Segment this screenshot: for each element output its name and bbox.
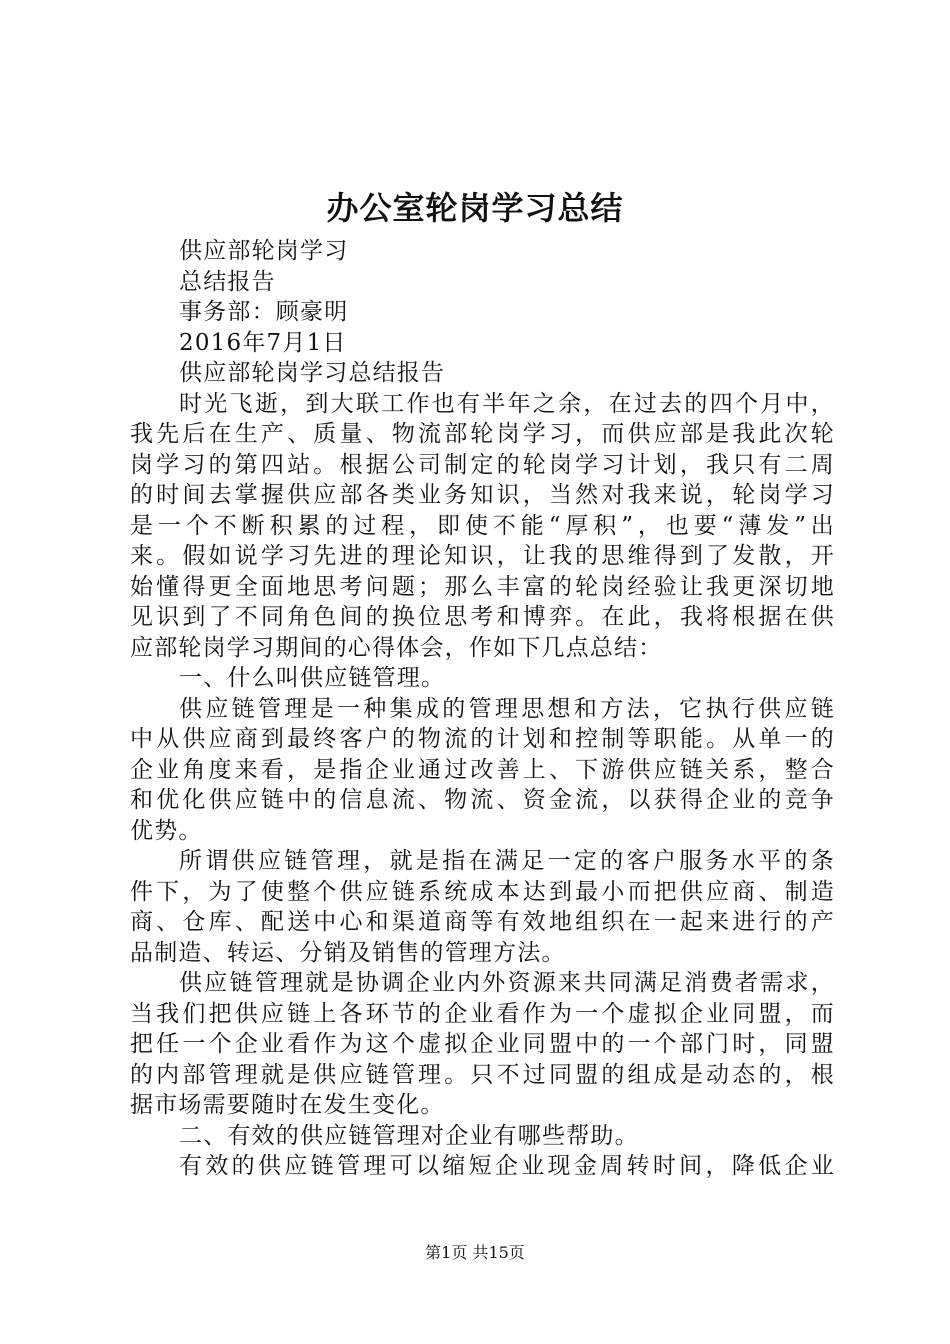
text-line: 是一个不断积累的过程，即使不能“厚积”，也要“薄发”出 <box>130 512 835 539</box>
text-line: 总结报告 <box>179 268 276 295</box>
text-line: 二、有效的供应链管理对企业有哪些帮助。 <box>179 1122 639 1149</box>
text-line: 应部轮岗学习期间的心得体会，作如下几点总结： <box>130 634 663 661</box>
document-title: 办公室轮岗学习总结 <box>326 189 624 227</box>
text-line: 2016年7月1日 <box>179 329 347 356</box>
text-line: 供应链管理是一种集成的管理思想和方法，它执行供应链 <box>179 695 835 722</box>
text-line: 所谓供应链管理，就是指在满足一定的客户服务水平的条 <box>179 848 835 874</box>
text-line: 的内部管理就是供应链管理。只不过同盟的组成是动态的，根 <box>130 1061 835 1088</box>
text-line: 中从供应商到最终客户的物流的计划和控制等职能。从单一的 <box>130 726 835 752</box>
text-line: 企业角度来看，是指企业通过改善上、下游供应链关系，整合 <box>130 756 835 783</box>
text-line: 一、什么叫供应链管理。 <box>179 665 446 691</box>
text-line: 把任一个企业看作为这个虚拟企业同盟中的一个部门时，同盟 <box>130 1031 835 1057</box>
text-line: 我先后在生产、质量、物流部轮岗学习，而供应部是我此次轮 <box>130 421 835 447</box>
text-line: 有效的供应链管理可以缩短企业现金周转时间，降低企业 <box>179 1153 835 1179</box>
text-line: 事务部：顾豪明 <box>179 299 349 325</box>
text-line: 见识到了不同角色间的换位思考和博弈。在此，我将根据在供 <box>130 604 835 630</box>
text-line: 品制造、转运、分销及销售的管理方法。 <box>130 939 566 966</box>
text-line: 供应部轮岗学习 <box>179 238 349 264</box>
text-line: 供应部轮岗学习总结报告 <box>179 360 446 386</box>
text-line: 据市场需要随时在发生变化。 <box>130 1092 445 1118</box>
text-line: 岗学习的第四站。根据公司制定的轮岗学习计划，我只有二周 <box>130 451 835 478</box>
text-line: 始懂得更全面地思考问题；那么丰富的轮岗经验让我更深切地 <box>130 573 835 600</box>
page-footer: 第1页 共15页 <box>425 1243 525 1262</box>
text-line: 供应链管理就是协调企业内外资源来共同满足消费者需求， <box>179 970 835 996</box>
text-line: 的时间去掌握供应部各类业务知识，当然对我来说，轮岗学习 <box>130 482 835 508</box>
text-line: 件下，为了使整个供应链系统成本达到最小而把供应商、制造 <box>130 878 835 905</box>
document-body <box>130 236 835 1182</box>
text-line: 商、仓库、配送中心和渠道商等有效地组织在一起来进行的产 <box>130 909 835 935</box>
text-line: 当我们把供应链上各环节的企业看作为一个虚拟企业同盟，而 <box>130 1000 835 1027</box>
text-line: 时光飞逝，到大联工作也有半年之余，在过去的四个月中， <box>179 390 835 417</box>
text-line: 和优化供应链中的信息流、物流、资金流，以获得企业的竞争 <box>130 787 835 813</box>
text-line: 优势。 <box>130 817 203 844</box>
text-line: 来。假如说学习先进的理论知识，让我的思维得到了发散，开 <box>130 543 835 569</box>
